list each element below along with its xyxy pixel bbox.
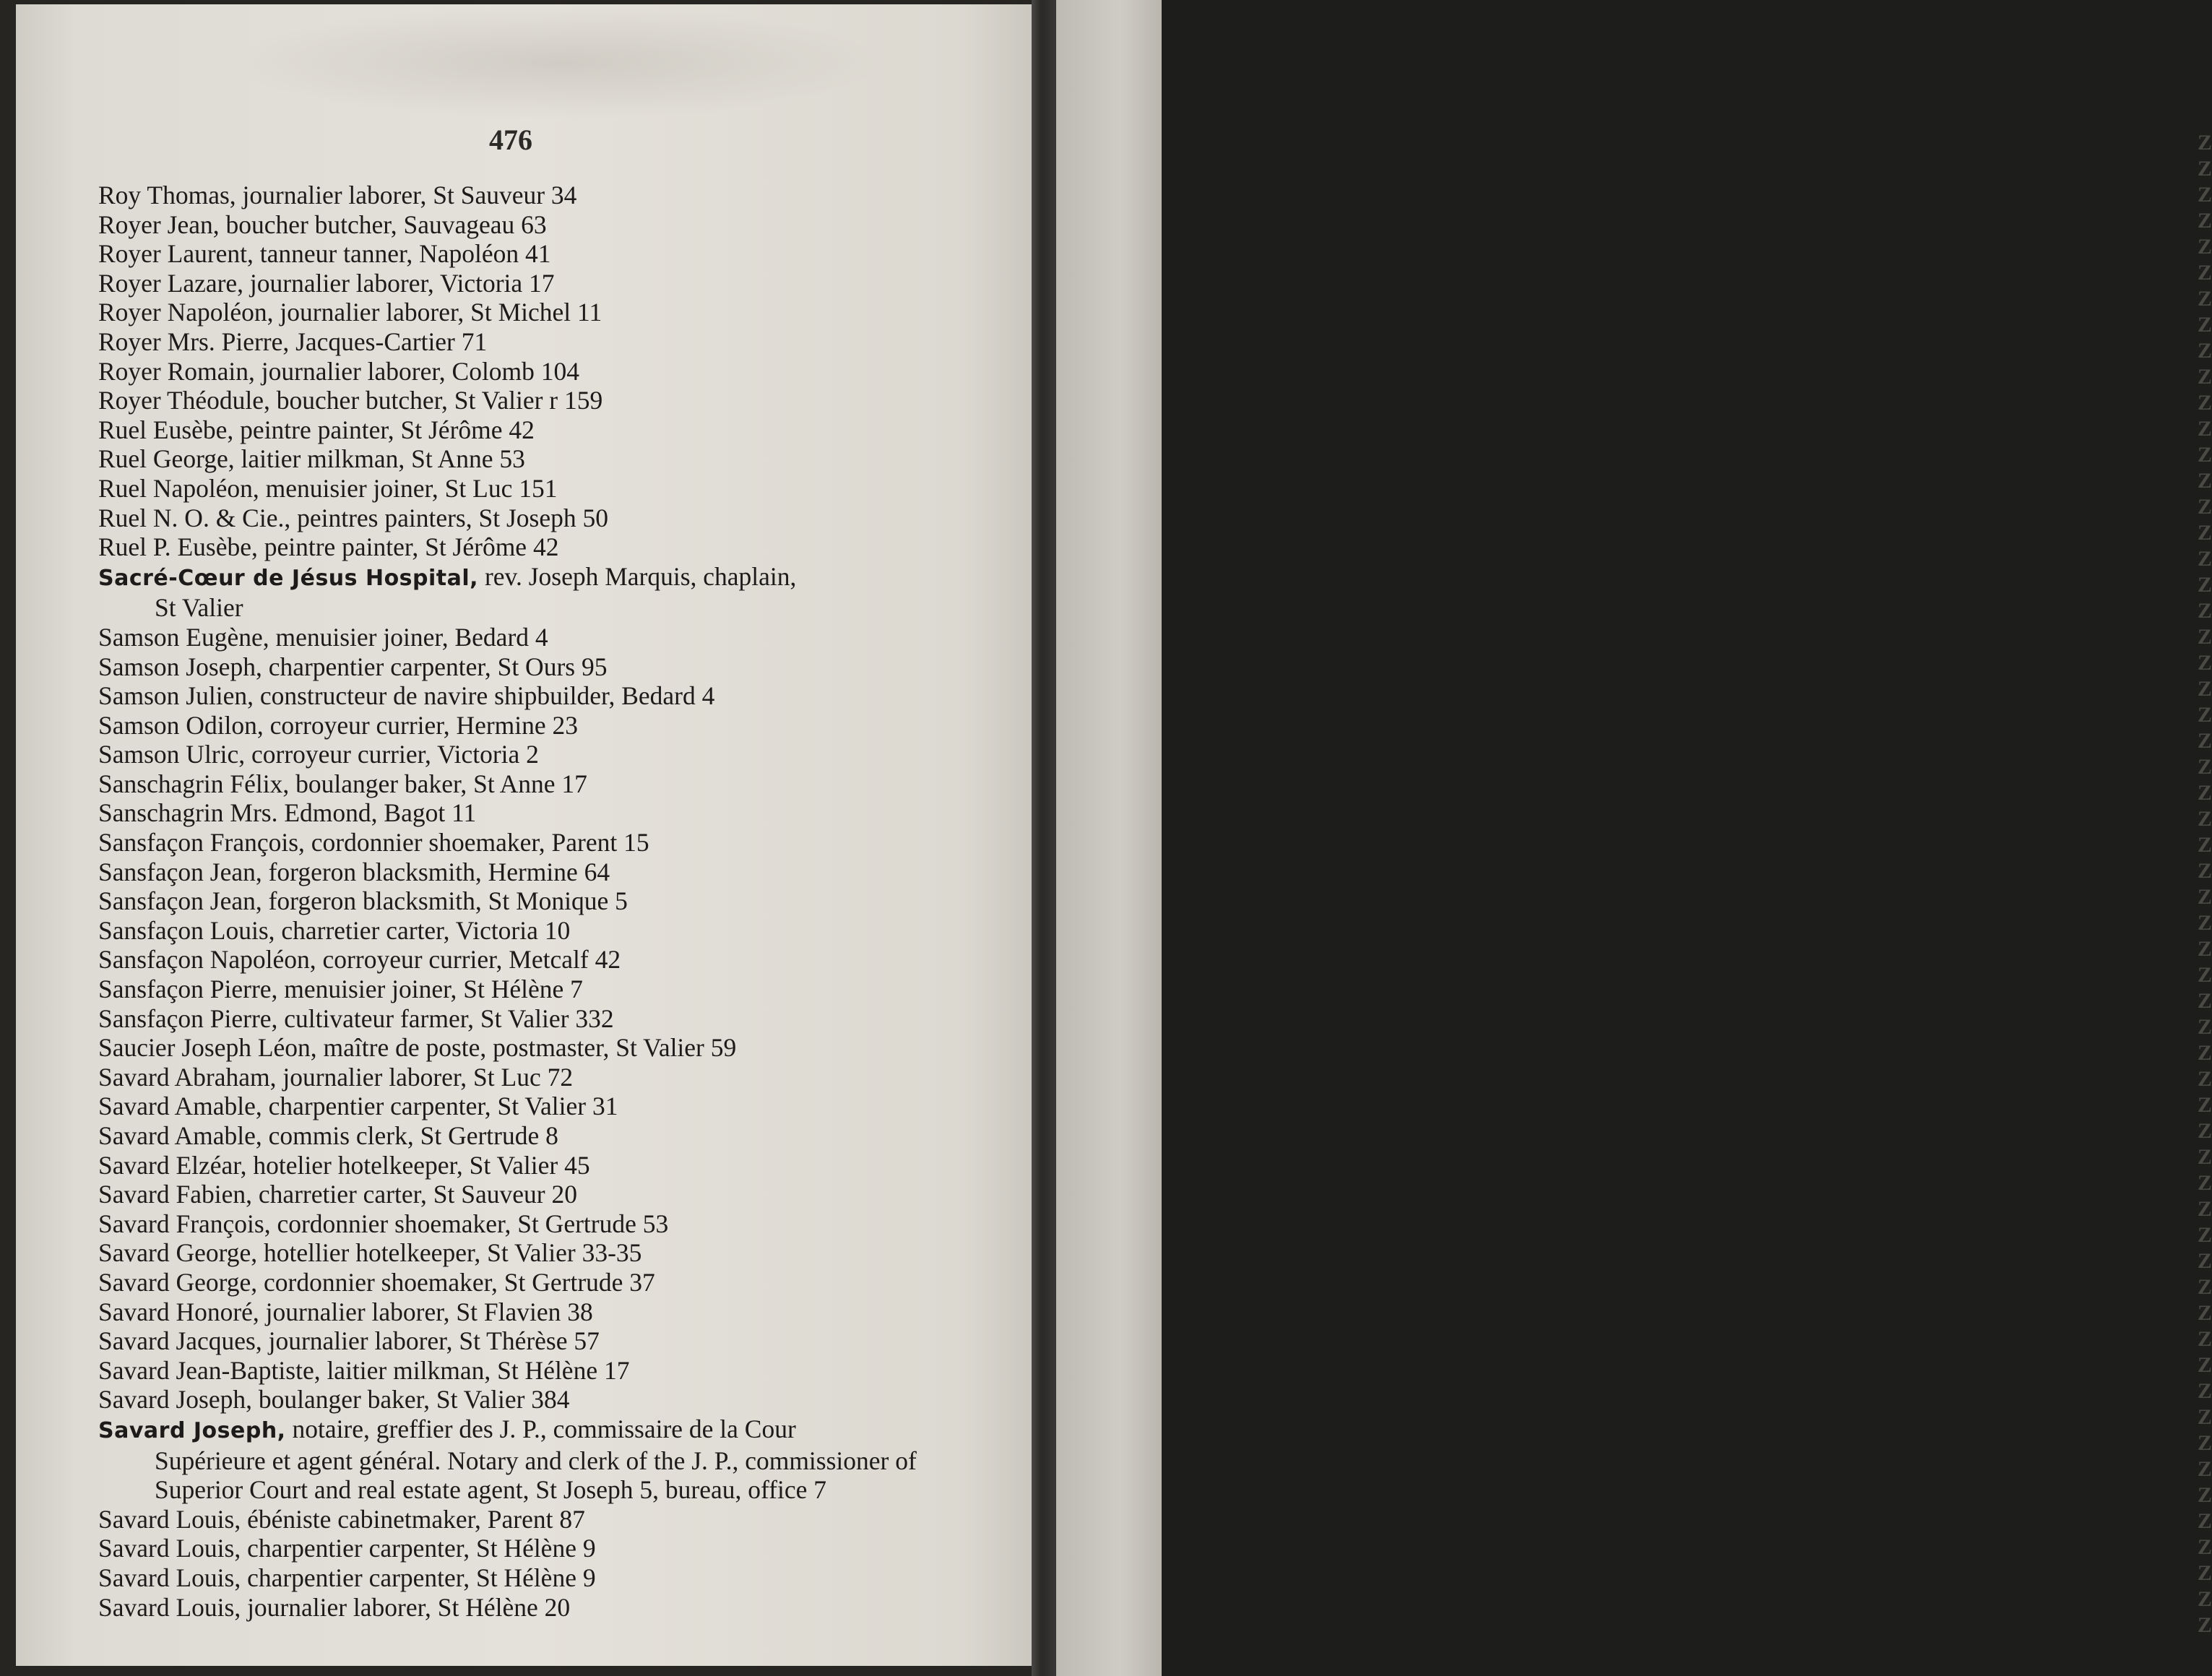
book-gutter [1032,0,1056,1676]
entry-text: Samson Ulric, corroyeur currier, Victoria 2 [98,740,539,769]
directory-entry [98,769,1008,799]
directory-entry [98,210,1008,240]
directory-entry [98,711,1008,740]
entry-text: Savard Louis, charpentier carpenter, St Hélène 9 [98,1563,596,1592]
directory-entry [98,798,1008,828]
entry-text: Sansfaçon Pierre, menuisier joiner, St Hélène 7 [98,975,583,1004]
entry-text: notaire, greffier des J. P., commissaire de la Cour [285,1414,796,1443]
entry-text: Sansfaçon François, cordonnier shoemaker, Parent 15 [98,828,649,858]
entry-text: Savard Abraham, journalier laborer, St Luc 72 [98,1062,574,1092]
entry-text: Samson Joseph, charpentier carpenter, St Ours 95 [98,652,608,681]
entry-text: Sansfaçon Pierre, cultivateur farmer, St Valier 332 [98,1003,614,1033]
adjacent-page-edge [1056,0,2211,1676]
directory-entries [98,181,1008,1622]
directory-entry [98,504,1008,533]
directory-entry [98,1385,1008,1414]
directory-entry [98,1004,1008,1034]
directory-entry [98,181,1008,210]
entry-text: Royer Laurent, tanneur tanner, Napoléon 41 [98,239,551,269]
entry-text: Savard Fabien, charretier carter, St Sauveur 20 [98,1180,577,1209]
directory-entry [98,415,1008,445]
entry-text: Savard Amable, charpentier carpenter, St Valier 31 [98,1092,618,1121]
entry-bold-name: Sacré-Cœur de Jésus Hospital, [98,565,479,591]
directory-entry [98,269,1008,298]
entry-text: Savard Louis, ébéniste cabinetmaker, Parent 87 [98,1504,585,1534]
directory-entry [98,1209,1008,1239]
entry-text: Royer Mrs. Pierre, Jacques-Cartier 71 [98,327,488,356]
directory-entry [98,1563,1008,1593]
adjacent-page-text-edge: ZZZZZZZZZZZZZZZZZZZZZZZZZZZZZZZZZZZZZZZZZZZZZZZZZZZZZZZZZZ [2198,131,2211,1637]
directory-entry [98,623,1008,652]
directory-entry [98,532,1008,562]
directory-entry [98,945,1008,975]
entry-text: Sansfaçon Jean, forgeron blacksmith, Hermine 64 [98,857,610,886]
entry-text: Savard Honoré, journalier laborer, St Flavien 38 [98,1297,593,1326]
directory-entry [98,444,1008,474]
entry-text: Ruel Napoléon, menuisier joiner, St Luc 151 [98,473,558,503]
entry-text: Savard Elzéar, hotelier hotelkeeper, St Valier 45 [98,1150,590,1180]
entry-text: rev. Joseph Marquis, chaplain, [478,561,797,591]
directory-entry [98,1063,1008,1092]
directory-entry [98,1033,1008,1063]
directory-entry [98,740,1008,769]
directory-entry [98,975,1008,1004]
directory-entry [98,1092,1008,1121]
entry-text: Ruel George, laitier milkman, St Anne 53 [98,444,525,474]
entry-text: Sansfaçon Napoléon, corroyeur currier, Metcalf 42 [98,945,621,975]
entry-bold-name: Savard Joseph, [98,1417,286,1443]
directory-entry [98,474,1008,504]
entry-text: Ruel P. Eusèbe, peintre painter, St Jérôme 42 [98,532,559,562]
directory-entry [98,562,1008,623]
entry-text: Savard François, cordonnier shoemaker, St Gertrude 53 [98,1209,669,1238]
entry-text: Royer Lazare, journalier laborer, Victoria 17 [98,268,555,298]
entry-text: Savard Jacques, journalier laborer, St Thérèse 57 [98,1326,600,1356]
entry-text: Royer Napoléon, journalier laborer, St Michel 11 [98,298,602,327]
entry-text: Royer Jean, boucher butcher, Sauvageau 63 [98,209,547,239]
entry-text: Savard Jean-Baptiste, laitier milkman, St Hélène 17 [98,1355,630,1385]
directory-entry [98,1151,1008,1180]
entry-text: Sansfaçon Jean, forgeron blacksmith, St Monique 5 [98,886,628,916]
directory-entry [98,1297,1008,1327]
entry-text: Ruel N. O. & Cie., peintres painters, St Joseph 50 [98,503,608,532]
entry-text: Roy Thomas, journalier laborer, St Sauveur 34 [98,181,577,209]
directory-entry [98,1505,1008,1534]
directory-entry [98,1121,1008,1151]
directory-entry [98,828,1008,858]
entry-text: Sanschagrin Félix, boulanger baker, St Anne 17 [98,769,587,798]
entry-text: Royer Romain, journalier laborer, Colomb 104 [98,356,580,386]
directory-entry [98,1326,1008,1356]
entry-text: Savard Louis, journalier laborer, St Hélène 20 [98,1592,571,1622]
directory-entry [98,916,1008,946]
entry-text: Royer Théodule, boucher butcher, St Valier r 159 [98,386,603,415]
directory-entry [98,858,1008,887]
entry-text: Savard George, hotellier hotelkeeper, St Valier 33-35 [98,1238,642,1268]
entry-text: Ruel Eusèbe, peintre painter, St Jérôme 42 [98,415,535,444]
entry-text: Sansfaçon Louis, charretier carter, Victoria 10 [98,915,571,945]
entry-text: Saucier Joseph Léon, maître de poste, postmaster, St Valier 59 [98,1033,737,1063]
entry-continuation: St Valier [155,593,243,623]
directory-entry [98,239,1008,269]
entry-text: Sanschagrin Mrs. Edmond, Bagot 11 [98,798,477,828]
directory-entry [98,886,1008,916]
directory-entry [98,1238,1008,1268]
directory-entry [98,1414,1008,1505]
entry-text: Samson Julien, constructeur de navire shipbuilder, Bedard 4 [98,681,715,711]
directory-entry [98,1268,1008,1297]
directory-entry [98,652,1008,682]
entry-text: Samson Odilon, corroyeur currier, Hermine 23 [98,710,579,740]
directory-entry [98,386,1008,415]
entry-text: Savard Amable, commis clerk, St Gertrude 8 [98,1121,558,1150]
directory-entry [98,681,1008,711]
entry-text: Savard Joseph, boulanger baker, St Valier 384 [98,1385,570,1414]
directory-entry [98,1356,1008,1386]
entry-text: Savard George, cordonnier shoemaker, St Gertrude 37 [98,1267,655,1297]
page-stain [233,4,883,120]
directory-entry [98,1593,1008,1623]
directory-entry [98,1180,1008,1209]
directory-entry [98,1534,1008,1563]
directory-entry [98,327,1008,357]
directory-entry [98,357,1008,386]
page-number: 476 [489,124,532,156]
directory-entry [98,298,1008,327]
entry-continuation: Supérieure et agent général. Notary and clerk of the J. P., commissioner of Superior Court and real estate agent, St Joseph 5, bureau, office 7 [155,1446,917,1505]
entry-text: Savard Louis, charpentier carpenter, St Hélène 9 [98,1534,596,1563]
entry-text: Samson Eugène, menuisier joiner, Bedard 4 [98,622,548,652]
